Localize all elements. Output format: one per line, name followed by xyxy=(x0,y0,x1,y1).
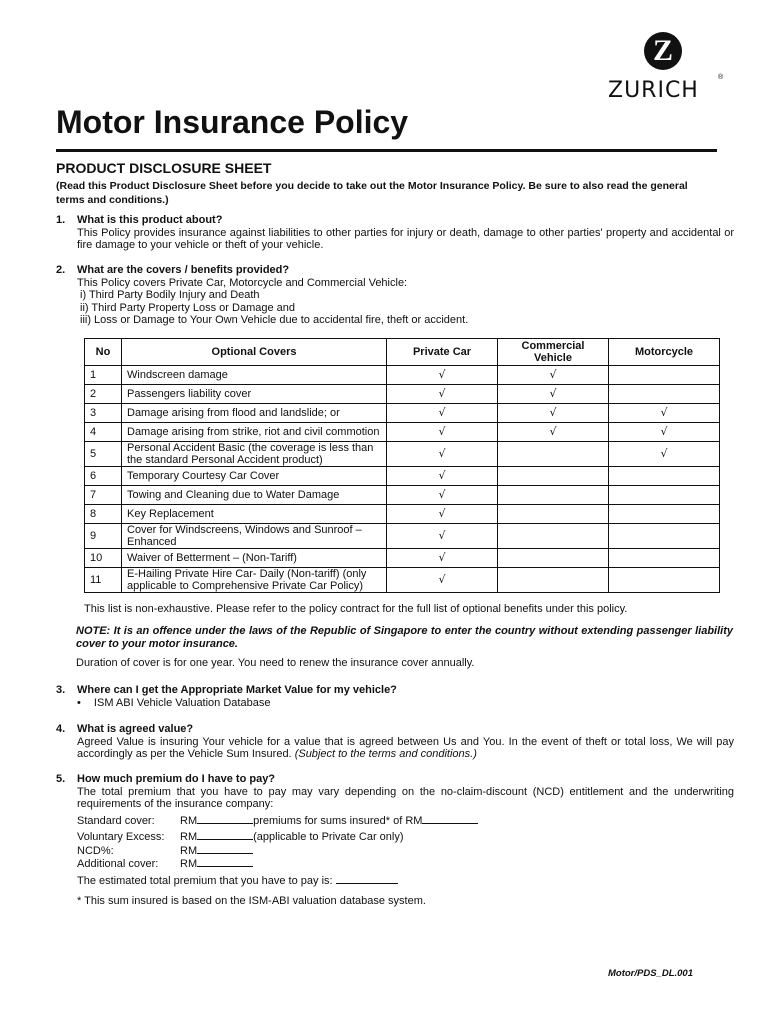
motorcycle-cell xyxy=(609,568,720,593)
voluntary-note: (applicable to Private Car only) xyxy=(253,831,404,843)
row-number: 10 xyxy=(85,549,122,568)
section-body xyxy=(77,736,734,761)
estimated-premium-line xyxy=(77,874,734,888)
private-car-cell: √ xyxy=(387,524,498,549)
row-number: 8 xyxy=(85,505,122,524)
table-row xyxy=(85,385,720,404)
table-row xyxy=(85,568,720,593)
private-car-cell: √ xyxy=(387,486,498,505)
duration-note: Duration of cover is for one year. You need to renew the insurance cover annually. xyxy=(76,657,475,669)
section-4 xyxy=(56,723,734,761)
table-row xyxy=(85,423,720,442)
commercial-vehicle-cell xyxy=(498,486,609,505)
cover-list-item: iii) Loss or Damage to Your Own Vehicle due to accidental fire, theft or accident. xyxy=(80,314,469,326)
sum-insured-blank[interactable] xyxy=(422,814,478,824)
zurich-logo xyxy=(608,32,724,108)
private-car-cell: √ xyxy=(387,505,498,524)
table-header-row xyxy=(85,339,720,366)
row-number: 2 xyxy=(85,385,122,404)
intro-text: (Read this Product Disclosure Sheet before you decide to take out the Motor Insurance Policy. Be sure to also read the general terms and conditions.) xyxy=(56,180,688,206)
agreed-value-text: Agreed Value is insuring Your vehicle for a value that is agreed between Us and You. In the event of theft or total loss, We will pay accordingly as per the Vehicle Sum Insured. xyxy=(77,735,734,760)
section-number: 4. xyxy=(56,723,66,735)
optional-cover-name: Key Replacement xyxy=(122,505,387,524)
commercial-vehicle-cell xyxy=(498,442,609,467)
zurich-logo-mark: Z xyxy=(644,32,682,70)
motorcycle-cell: √ xyxy=(609,423,720,442)
table-row xyxy=(85,366,720,385)
terms-note: (Subject to the terms and conditions.) xyxy=(294,748,477,760)
commercial-vehicle-cell: √ xyxy=(498,404,609,423)
table-row xyxy=(85,486,720,505)
sum-insured-footnote: * This sum insured is based on the ISM-ABI valuation database system. xyxy=(77,895,426,907)
optional-cover-name: Waiver of Betterment – (Non-Tariff) xyxy=(122,549,387,568)
motorcycle-cell xyxy=(609,467,720,486)
table-row xyxy=(85,467,720,486)
section-2 xyxy=(56,264,734,327)
private-car-cell: √ xyxy=(387,442,498,467)
section-5 xyxy=(56,773,734,908)
bullet: • xyxy=(77,696,81,709)
motorcycle-cell xyxy=(609,505,720,524)
optional-cover-name: Damage arising from strike, riot and civil commotion xyxy=(122,423,387,442)
header-private-car: Private Car xyxy=(387,339,498,366)
table-row xyxy=(85,549,720,568)
commercial-vehicle-cell xyxy=(498,568,609,593)
standard-cover-line xyxy=(77,814,734,828)
row-number: 4 xyxy=(85,423,122,442)
private-car-cell: √ xyxy=(387,404,498,423)
document-code: Motor/PDS_DL.001 xyxy=(608,968,693,979)
row-number: 9 xyxy=(85,524,122,549)
commercial-vehicle-cell: √ xyxy=(498,385,609,404)
rm-label: RM xyxy=(180,831,198,843)
rm-label: RM xyxy=(180,814,198,827)
commercial-vehicle-cell: √ xyxy=(498,366,609,385)
header-motorcycle: Motorcycle xyxy=(609,339,720,366)
row-number: 1 xyxy=(85,366,122,385)
row-number: 6 xyxy=(85,467,122,486)
subtitle: PRODUCT DISCLOSURE SHEET xyxy=(56,160,272,176)
standard-premium-blank[interactable] xyxy=(197,814,253,824)
additional-cover-blank[interactable] xyxy=(197,857,253,867)
valuation-source xyxy=(77,697,734,710)
row-number: 11 xyxy=(85,568,122,593)
optional-covers-table xyxy=(84,338,720,593)
section-heading: What is agreed value? xyxy=(77,723,194,735)
section-heading: What is this product about? xyxy=(77,214,223,226)
optional-cover-name: Passengers liability cover xyxy=(122,385,387,404)
commercial-vehicle-cell xyxy=(498,549,609,568)
ncd-blank[interactable] xyxy=(197,844,253,854)
motorcycle-cell xyxy=(609,366,720,385)
section-number: 3. xyxy=(56,684,66,696)
voluntary-excess-label: Voluntary Excess: xyxy=(77,831,165,843)
standard-cover-label: Standard cover: xyxy=(77,814,155,827)
table-row xyxy=(85,524,720,549)
commercial-vehicle-cell xyxy=(498,505,609,524)
section-3 xyxy=(56,684,734,709)
optional-cover-name: Damage arising from flood and landslide; or xyxy=(122,404,387,423)
valuation-source-text: ISM ABI Vehicle Valuation Database xyxy=(93,696,271,709)
registered-mark: ® xyxy=(718,74,724,81)
zurich-logo-word: ZURICH xyxy=(608,78,699,103)
section-body: This Policy covers Private Car, Motorcycle and Commercial Vehicle: xyxy=(77,276,408,289)
section-number: 2. xyxy=(56,264,66,276)
rm-label: RM xyxy=(180,844,198,857)
table-row xyxy=(85,505,720,524)
list-note: This list is non-exhaustive. Please refer to the policy contract for the full list of optional benefits under this policy. xyxy=(84,603,628,615)
voluntary-excess-blank[interactable] xyxy=(197,830,253,840)
estimated-premium-blank[interactable] xyxy=(336,874,398,884)
private-car-cell: √ xyxy=(387,366,498,385)
section-number: 1. xyxy=(56,214,66,226)
estimated-premium-label: The estimated total premium that you have to pay is: xyxy=(77,874,333,887)
row-number: 3 xyxy=(85,404,122,423)
table-row xyxy=(85,404,720,423)
table-row xyxy=(85,442,720,467)
commercial-vehicle-cell xyxy=(498,467,609,486)
optional-cover-name: Temporary Courtesy Car Cover xyxy=(122,467,387,486)
optional-cover-name: Cover for Windscreens, Windows and Sunroof – Enhanced xyxy=(122,524,387,549)
singapore-note: NOTE: It is an offence under the laws of the Republic of Singapore to enter the country without extending passenger liability cover to your motor insurance. xyxy=(76,625,733,650)
voluntary-excess-line xyxy=(77,830,734,844)
row-number: 5 xyxy=(85,442,122,467)
private-car-cell: √ xyxy=(387,568,498,593)
additional-cover-line xyxy=(77,857,734,871)
premium-text: premiums for sums insured* of RM xyxy=(253,814,423,827)
optional-cover-name: Towing and Cleaning due to Water Damage xyxy=(122,486,387,505)
motorcycle-cell xyxy=(609,524,720,549)
cover-list-item: i) Third Party Bodily Injury and Death xyxy=(80,289,260,301)
optional-cover-name: E-Hailing Private Hire Car- Daily (Non-tariff) (only applicable to Comprehensive Private Car Policy) xyxy=(122,568,387,593)
page-title: Motor Insurance Policy xyxy=(56,104,409,140)
section-body: This Policy provides insurance against liabilities to other parties for injury or death, damage to other parties' property and accidental or fire damage to your vehicle or theft of your vehicle. xyxy=(77,226,734,251)
section-1 xyxy=(56,214,734,252)
private-car-cell: √ xyxy=(387,423,498,442)
motorcycle-cell: √ xyxy=(609,404,720,423)
motorcycle-cell xyxy=(609,486,720,505)
private-car-cell: √ xyxy=(387,467,498,486)
section-heading: Where can I get the Appropriate Market Value for my vehicle? xyxy=(77,684,397,696)
section-heading: How much premium do I have to pay? xyxy=(77,773,276,785)
commercial-vehicle-cell xyxy=(498,524,609,549)
section-heading: What are the covers / benefits provided? xyxy=(77,264,290,276)
private-car-cell: √ xyxy=(387,549,498,568)
additional-cover-label: Additional cover: xyxy=(77,858,159,870)
title-divider xyxy=(56,149,717,152)
motorcycle-cell: √ xyxy=(609,442,720,467)
optional-cover-name: Windscreen damage xyxy=(122,366,387,385)
motorcycle-cell xyxy=(609,385,720,404)
header-commercial-vehicle: Commercial Vehicle xyxy=(498,339,609,366)
row-number: 7 xyxy=(85,486,122,505)
private-car-cell: √ xyxy=(387,385,498,404)
optional-cover-name: Personal Accident Basic (the coverage is less than the standard Personal Accident product) xyxy=(122,442,387,467)
cover-list-item: ii) Third Party Property Loss or Damage and xyxy=(80,301,295,314)
header-optional-covers: Optional Covers xyxy=(122,339,387,366)
header-no: No xyxy=(85,339,122,366)
ncd-label: NCD%: xyxy=(77,844,114,857)
section-number: 5. xyxy=(56,773,66,785)
premium-explanation: The total premium that you have to pay may vary depending on the no-claim-discount (NCD) entitlement and the underwriting requirements of the insurance company: xyxy=(77,785,734,810)
motorcycle-cell xyxy=(609,549,720,568)
rm-label: RM xyxy=(180,858,198,870)
commercial-vehicle-cell: √ xyxy=(498,423,609,442)
ncd-line xyxy=(77,844,734,858)
